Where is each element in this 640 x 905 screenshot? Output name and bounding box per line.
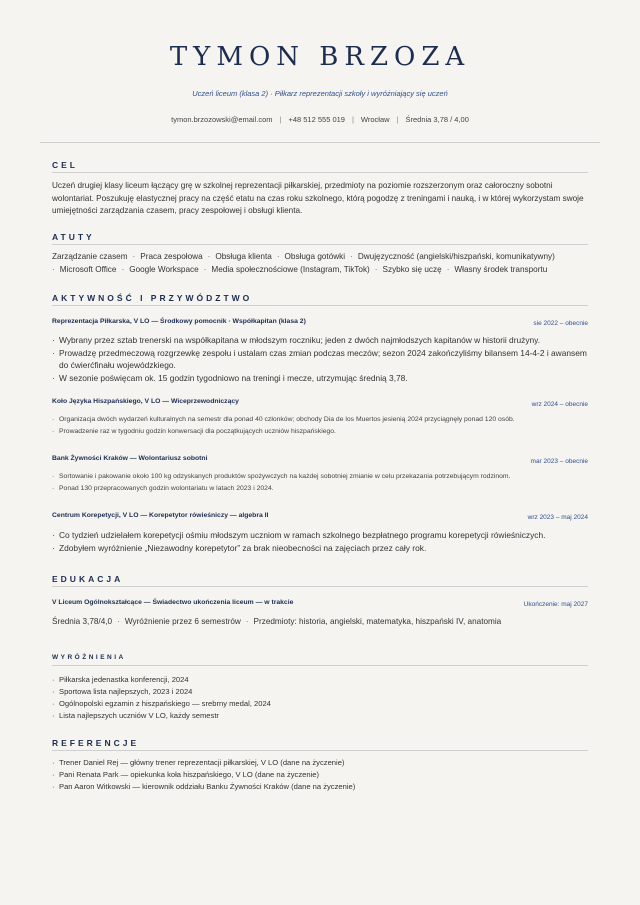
candidate-name: TYMON BRZOZA	[169, 42, 471, 72]
section-title-edukacja: EDUKACJA	[52, 574, 124, 584]
section-title-cel: CEL	[52, 160, 78, 170]
section-divider	[52, 172, 588, 173]
skill-item: Google Workspace	[129, 264, 199, 274]
section-divider	[52, 750, 588, 751]
education-date: Ukończenie: maj 2027	[523, 601, 588, 608]
entry-bullets	[52, 414, 592, 438]
bullet-item: · Wybrany przez sztab trenerski na współkapitana w młodszym roczniku; jeden z dwóch najmłodszych kapitanów w historii drużyny.	[52, 334, 592, 347]
skill-item: Obsługa gotówki	[284, 252, 346, 261]
entry-heading: Reprezentacja Piłkarska, V LO — Środkowy pomocnik · Współkapitan (klasa 2)	[52, 318, 306, 325]
award-item: · Piłkarska jedenastka konferencji, 2024	[52, 674, 592, 686]
section-title-aktywnosc: AKTYWNOŚĆ I PRZYWÓDZTWO	[52, 293, 253, 303]
bullet-item: · Prowadzenie raz w tygodniu godzin konwersacji dla początkujących uczniów hiszpańskiego.	[52, 426, 592, 438]
objective-text: Uczeń drugiej klasy liceum łączący grę w szkolnej reprezentacji piłkarskiej, przedmioty na poziomie rozszerzonym oraz całoroczny sobotni wolontariat. Poszukuję elastycznej pracy na część etatu na czas roku szkolnego, którą pogodzę z treningami i nauką, i w której wykorzystam swoje umiejętności zarządzania czasem, pracy zespołowej i obsługi klienta.	[52, 181, 584, 215]
skill-item: Media społecznościowe (Instagram, TikTok)	[211, 264, 370, 274]
skill-item: Praca zespołowa	[140, 252, 203, 261]
entry-heading: Koło Języka Hiszpańskiego, V LO — Wiceprzewodniczący	[52, 398, 239, 405]
skills-list: Zarządzanie czasem · Praca zespołowa · Obsługa klienta · Obsługa gotówki · Dwujęzyczność (angielski/hiszpański, komunikatywny) · Microsoft Office · Google Workspace · Media społecznościowe (Instagram, TikTok) · Szybko się uczę · Własny środek transportu	[52, 252, 555, 274]
skill-item: Obsługa klienta	[215, 252, 272, 261]
entry-date: sie 2022 – obecnie	[533, 320, 588, 327]
section-title-atuty: ATUTY	[52, 232, 95, 242]
contact-email[interactable]: tymon.brzozowski@email.com	[171, 115, 273, 124]
header-divider	[40, 142, 600, 143]
bullet-item: · Co tydzień udzielałem korepetycji ośmiu młodszym uczniom w ramach szkolnego bezpłatnego programu korepetycji rówieśniczych.	[52, 529, 592, 542]
bullet-item: · W sezonie poświęcam ok. 15 godzin tygodniowo na treningi i mecze, utrzymując średnią 3,78.	[52, 372, 592, 385]
education-item: Przedmioty: historia, angielski, matematyka, hiszpański IV, anatomia	[253, 617, 502, 626]
entry-bullets	[52, 471, 592, 495]
section-divider	[52, 305, 588, 306]
bullet-item: · Sortowanie i pakowanie około 100 kg odzyskanych produktów spożywczych na każdej sobotniej zmianie w celu przekazania potrzebującym rodzinom.	[52, 471, 592, 483]
skill-item: Własny środek transportu	[454, 264, 548, 274]
section-title-wyroznienia: WYRÓŻNIENIA	[52, 654, 126, 661]
contact-separator: |	[279, 115, 282, 124]
bullet-item: · Zdobyłem wyróżnienie „Niezawodny korepetytor” za brak nieobecności na zajęciach przez cały rok.	[52, 542, 592, 555]
section-divider	[52, 586, 588, 587]
skill-item: Microsoft Office	[59, 264, 117, 274]
contact-separator: |	[351, 115, 354, 124]
entry-bullets	[52, 334, 592, 384]
award-item: · Lista najlepszych uczniów V LO, każdy semestr	[52, 710, 592, 722]
award-item: · Ogólnopolski egzamin z hiszpańskiego — srebrny medal, 2024	[52, 698, 592, 710]
skill-item: Dwujęzyczność (angielski/hiszpański, komunikatywny)	[357, 252, 555, 261]
contact-gpa: Średnia 3,78 / 4,00	[405, 115, 469, 124]
education-heading: V Liceum Ogólnokształcące — Świadectwo ukończenia liceum — w trakcie	[52, 599, 294, 606]
education-details: Średnia 3,78/4,0 · Wyróżnienie przez 6 semestrów · Przedmioty: historia, angielski, matematyka, hiszpański IV, anatomia	[52, 617, 502, 626]
contact-line	[0, 115, 640, 124]
awards-list	[52, 674, 592, 722]
skill-item: Szybko się uczę	[382, 264, 442, 274]
reference-item: · Pan Aaron Witkowski — kierownik oddziału Banku Żywności Kraków (dane na życzenie)	[52, 781, 592, 793]
section-divider	[52, 244, 588, 245]
section-divider	[52, 665, 588, 666]
bullet-item: · Ponad 130 przepracowanych godzin wolontariatu w latach 2023 i 2024.	[52, 483, 592, 495]
entry-date: wrz 2023 – maj 2024	[527, 514, 588, 521]
bullet-item: · Prowadzę przedmeczową rozgrzewkę zespołu i ustalam czas zmian podczas meczów; sezon 2024 zakończyliśmy bilansem 14-4-2 i awansem do ćwierćfinału wojewódzkiego.	[52, 347, 592, 372]
entry-date: mar 2023 – obecnie	[530, 458, 588, 465]
contact-city: Wrocław	[360, 115, 390, 124]
section-title-referencje: REFERENCJE	[52, 738, 140, 748]
candidate-subtitle: Uczeń liceum (klasa 2) · Piłkarz reprezentacji szkoły i wyróżniający się uczeń	[192, 89, 448, 98]
references-list	[52, 757, 592, 793]
contact-separator: |	[396, 115, 399, 124]
bullet-item: · Organizacja dwóch wydarzeń kulturalnych na semestr dla ponad 40 członków; obchody Dia de los Muertos jesienią 2024 przyciągnęły ponad 120 osób.	[52, 414, 592, 426]
skill-item: Zarządzanie czasem	[52, 252, 128, 261]
award-item: · Sportowa lista najlepszych, 2023 i 2024	[52, 686, 592, 698]
education-item: Średnia 3,78/4,0	[52, 617, 113, 626]
reference-item: · Pani Renata Park — opiekunka koła hiszpańskiego, V LO (dane na życzenie)	[52, 769, 592, 781]
contact-phone[interactable]: +48 512 555 019	[288, 115, 345, 124]
reference-item: · Trener Daniel Rej — główny trener reprezentacji piłkarskiej, V LO (dane na życzenie)	[52, 757, 592, 769]
entry-heading: Centrum Korepetycji, V LO — Korepetytor rówieśniczy — algebra II	[52, 512, 269, 519]
entry-heading: Bank Żywności Kraków — Wolontariusz sobotni	[52, 455, 208, 462]
education-item: Wyróżnienie przez 6 semestrów	[124, 617, 241, 626]
entry-date: wrz 2024 – obecnie	[531, 401, 588, 408]
entry-bullets	[52, 529, 592, 554]
